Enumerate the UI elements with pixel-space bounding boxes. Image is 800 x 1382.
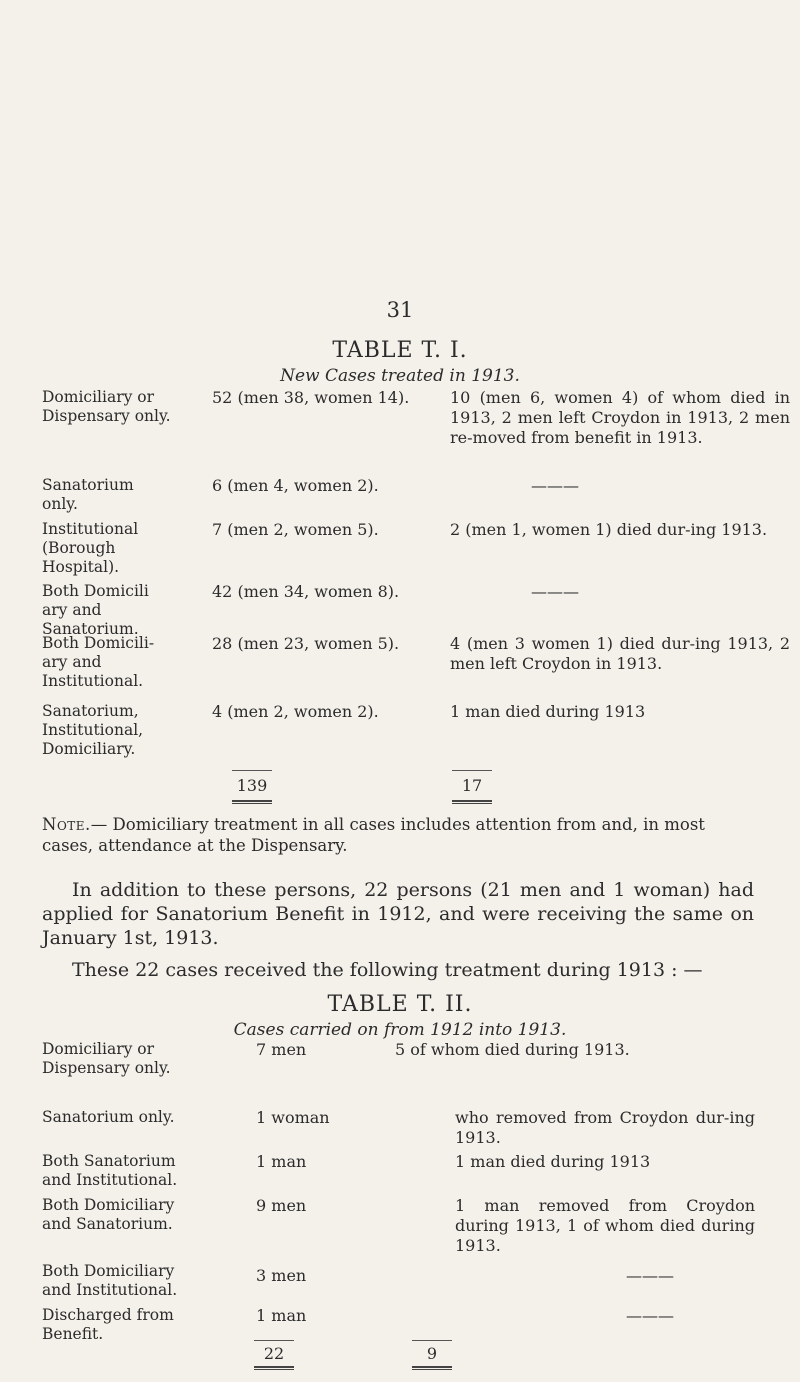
table2-subtitle: Cases carried on from 1912 into 1913. — [233, 1020, 567, 1040]
table1-row-label: Sanatorium only. — [42, 476, 134, 513]
table1-row-remarks: 2 (men 1, women 1) died dur-ing 1913. — [450, 520, 768, 539]
table2-note — [42, 1372, 754, 1373]
table1-title: TABLE T. I. — [332, 338, 468, 363]
table1-row-cases: 42 (men 34, women 8). — [212, 582, 400, 601]
table2-total-rule-bottom — [254, 1366, 294, 1370]
table2-row-label: Sanatorium only. — [42, 1108, 175, 1126]
table1-total-rule-top — [232, 770, 272, 771]
table1-row-remarks: 1 man died during 1913 — [450, 702, 646, 721]
table1-row-label: Sanatorium, Institutional, Domiciliary. — [42, 702, 144, 758]
table2-total-rule-bottom — [412, 1366, 452, 1370]
table2-row-label: Both Domiciliary and Sanatorium. — [42, 1196, 175, 1233]
table1-total-rule-bottom — [452, 800, 492, 804]
table2-total-rule-top — [412, 1340, 452, 1341]
table2-row-label: Domiciliary or Dispensary only. — [42, 1040, 171, 1077]
table2-row-remarks: who removed from Croydon dur-ing 1913. — [455, 1108, 755, 1147]
table2-title: TABLE T. II. — [327, 992, 473, 1017]
table2-row-remarks: 1 man died during 1913 — [455, 1152, 651, 1171]
table2-row-label: Both Domiciliary and Institutional. — [42, 1262, 178, 1299]
note-text: — Domiciliary treatment in all cases includes attention from and, in most cases, attendance at the Dispensary. — [42, 815, 705, 855]
table1-total-rule-bottom — [232, 800, 272, 804]
table2-row-cases: 1 woman — [256, 1108, 330, 1127]
table1-subtitle: New Cases treated in 1913. — [280, 366, 520, 386]
table1-row-remarks: ——— — [531, 476, 579, 495]
table1-row-label: Both Domicili ary and Sanatorium. — [42, 582, 149, 638]
table1-total-remarks: 17 — [461, 776, 483, 795]
table2-row-remarks: ——— — [626, 1306, 674, 1325]
table1-row-remarks: 10 (men 6, women 4) of whom died in 1913, 2 men left Croydon in 1913, 2 men re-moved from benefit in 1913. — [450, 388, 790, 447]
table2-row-remarks: 1 man removed from Croydon during 1913, 1 of whom died during 1913. — [455, 1196, 755, 1255]
paragraph-total-persons — [42, 1375, 754, 1376]
table1-row-cases: 6 (men 4, women 2). — [212, 476, 379, 495]
table2-row-cases: 7 men — [256, 1040, 307, 1059]
table1-row-cases: 7 (men 2, women 5). — [212, 520, 379, 539]
table2-row-cases: 9 men — [256, 1196, 307, 1215]
table2-total-cases: 22 — [263, 1344, 285, 1363]
table1-row-cases: 28 (men 23, women 5). — [212, 634, 400, 653]
table2-row-cases: 3 men — [256, 1266, 307, 1285]
table1-total-cases: 139 — [236, 776, 268, 795]
page-number: 31 — [386, 298, 414, 322]
note-label: Note. — [42, 815, 91, 834]
table2-total-remarks: 9 — [426, 1344, 438, 1363]
table2-row-remarks: 5 of whom died during 1913. — [395, 1040, 630, 1059]
table2-row-remarks: ——— — [626, 1266, 674, 1285]
table1-row-label: Both Domicili-ary and Institutional. — [42, 634, 155, 690]
paragraph-cases-treatment: These 22 cases received the following treatment during 1913 : — — [72, 959, 703, 981]
table2-row-label: Discharged from Benefit. — [42, 1306, 174, 1343]
table1-row-label: Domiciliary or Dispensary only. — [42, 388, 171, 425]
table2-row-cases: 1 man — [256, 1306, 307, 1325]
table1-row-remarks: ——— — [531, 582, 579, 601]
table1-row-label: Institutional (Borough Hospital). — [42, 520, 139, 576]
table2-total-rule-top — [254, 1340, 294, 1341]
table1-note — [42, 814, 754, 856]
table1-row-remarks: 4 (men 3 women 1) died dur-ing 1913, 2 men left Croydon in 1913. — [450, 634, 790, 673]
paragraph-additional-persons: In addition to these persons, 22 persons (21 men and 1 woman) had applied for Sanatorium Benefit in 1912, and were receiving the same on January 1st, 1913. — [42, 879, 754, 949]
table1-row-cases: 52 (men 38, women 14). — [212, 388, 410, 407]
table1-row-cases: 4 (men 2, women 2). — [212, 702, 379, 721]
table2-row-cases: 1 man — [256, 1152, 307, 1171]
note-text — [44, 1372, 100, 1373]
table2-row-label: Both Sanatorium and Institutional. — [42, 1152, 178, 1189]
table1-total-rule-top — [452, 770, 492, 771]
